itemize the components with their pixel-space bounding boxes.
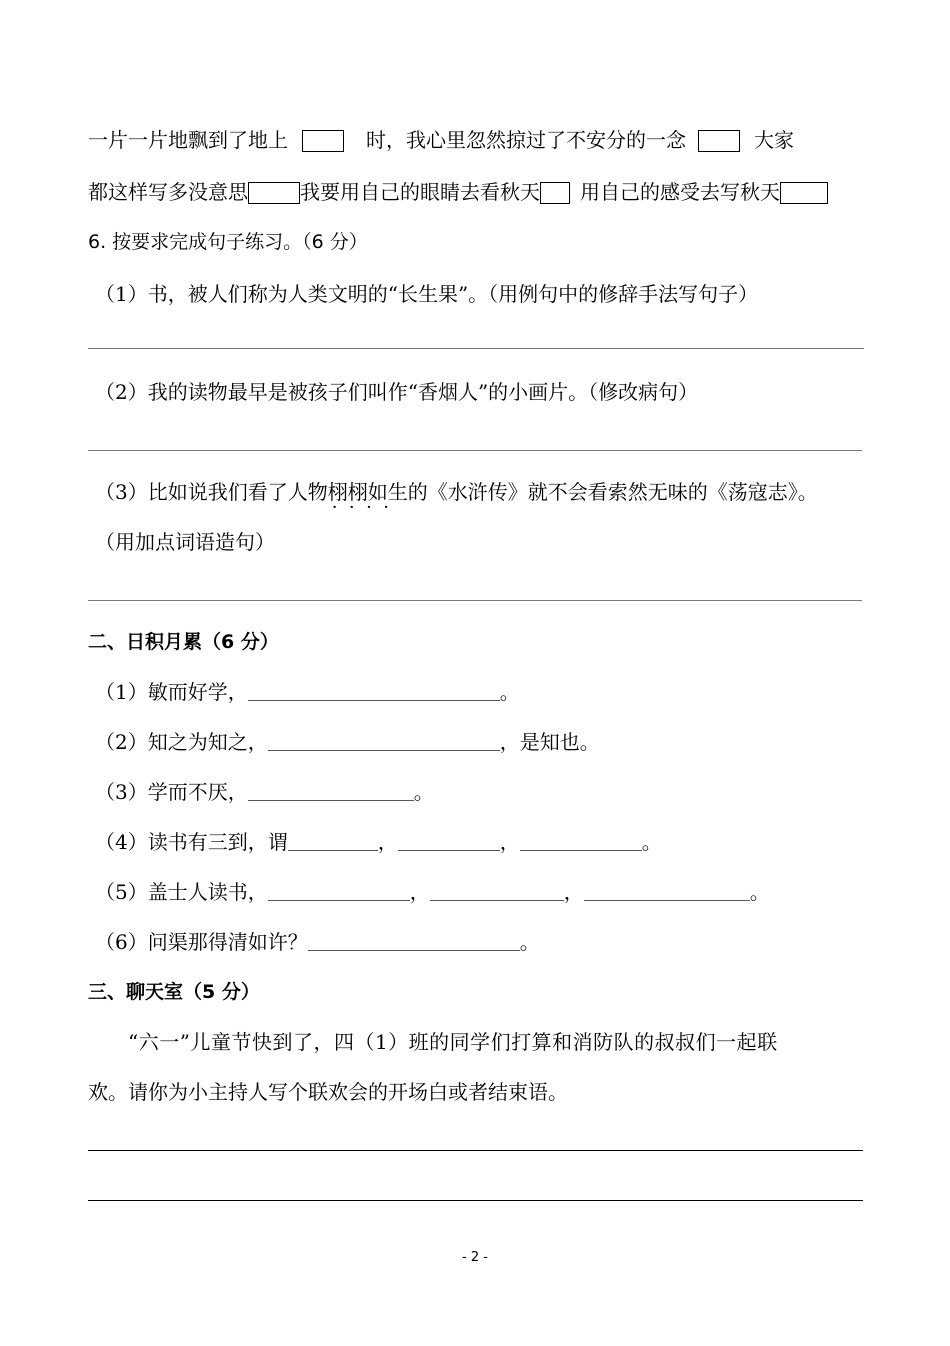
fill-blank[interactable] (248, 682, 500, 701)
answer-line-5[interactable] (88, 1200, 863, 1201)
punctuation-box-4[interactable] (540, 182, 570, 204)
recite-item-5: （5）盖士人读书， ， ， 。 (95, 880, 770, 904)
punctuation-box-3[interactable] (248, 182, 300, 204)
exercise5-line1: 一片一片地飘到了地上 时，我心里忽然掠过了不安分的一念 大家 (88, 128, 794, 152)
emphasized-word: 栩栩如生 · · (328, 480, 408, 504)
section3-body-line2: 欢。请你为小主持人写个联欢会的开场白或者结束语。 (88, 1080, 568, 1104)
recite-item-1: （1）敏而好学， 。 (95, 680, 520, 704)
fill-blank[interactable] (288, 832, 378, 851)
answer-line-2[interactable] (88, 450, 862, 451)
fill-blank[interactable] (308, 932, 520, 951)
punctuation-box-2[interactable] (698, 130, 740, 152)
question6-title: 6. 按要求完成句子练习。（6 分） (88, 231, 368, 253)
recite-item-6: （6）问渠那得清如许？ 。 (95, 930, 540, 954)
question6-item3-note: （用加点词语造句） (95, 530, 275, 554)
question6-item3: （3）比如说我们看了人物栩栩如生 · ·的《水浒传》就不会看索然无味的《荡寇志》。 (95, 480, 818, 504)
fill-blank[interactable] (584, 882, 750, 901)
punctuation-box-1[interactable] (302, 130, 344, 152)
recite-item-4: （4）读书有三到，谓 ， ， 。 (95, 830, 662, 854)
exercise5-line2: 都这样写多没意思 我要用自己的眼睛去看秋天 用自己的感受去写秋天 (88, 180, 828, 204)
question6-item2: （2）我的读物最早是被孩子们叫作“香烟人”的小画片。（修改病句） (95, 380, 699, 404)
section2-title: 二、日积月累（6 分） (88, 631, 279, 653)
punctuation-box-5[interactable] (780, 182, 828, 204)
fill-blank[interactable] (268, 882, 410, 901)
fill-blank[interactable] (248, 782, 414, 801)
recite-item-2: （2）知之为知之， ，是知也。 (95, 730, 600, 754)
page-number: - 2 - (462, 1250, 488, 1265)
fill-blank[interactable] (520, 832, 642, 851)
section3-title: 三、聊天室（5 分） (88, 981, 260, 1003)
section3-body-line1: “六一”儿童节快到了，四（1）班的同学们打算和消防队的叔叔们一起联 (128, 1030, 778, 1054)
fill-blank[interactable] (430, 882, 564, 901)
fill-blank[interactable] (268, 732, 500, 751)
answer-line-3[interactable] (88, 600, 862, 601)
recite-item-3: （3）学而不厌， 。 (95, 780, 434, 804)
question6-item1: （1）书，被人们称为人类文明的“长生果”。（用例句中的修辞手法写句子） (95, 282, 759, 306)
answer-line-1[interactable] (88, 348, 864, 349)
answer-line-4[interactable] (88, 1150, 863, 1151)
fill-blank[interactable] (398, 832, 500, 851)
